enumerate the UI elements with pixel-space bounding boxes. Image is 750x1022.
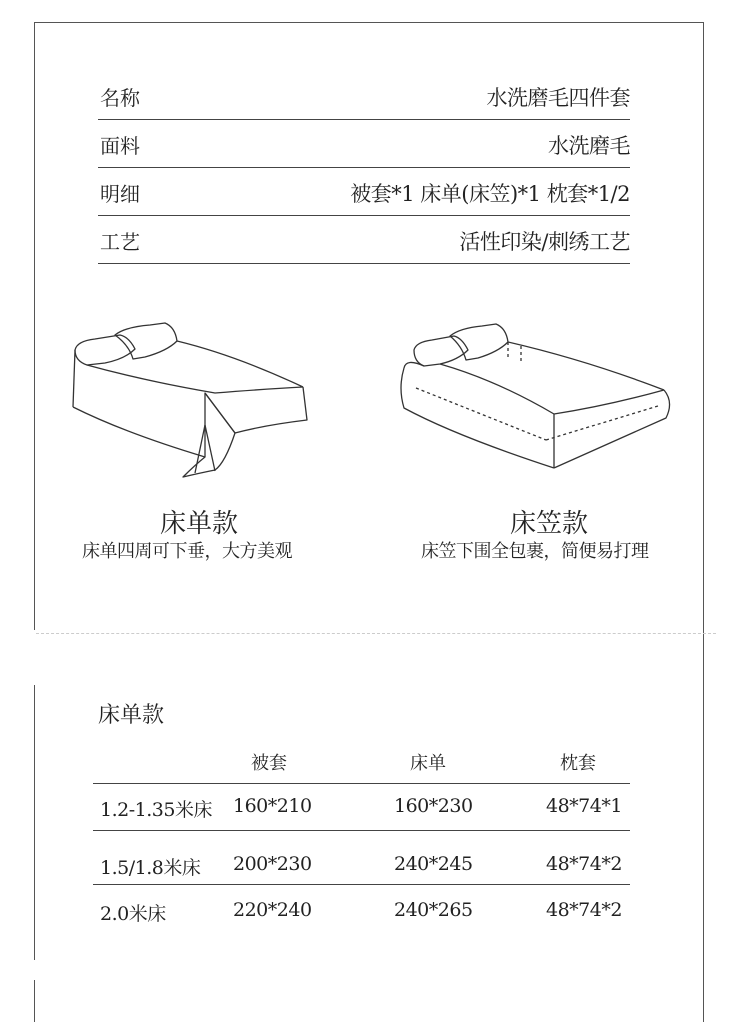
spec-label: 名称 (100, 86, 140, 110)
table-cell-bed: 1.5/1.8米床 (100, 857, 201, 879)
frame-gap (33, 960, 37, 980)
column-header-pillow: 枕套 (560, 753, 596, 774)
spec-label: 明细 (100, 182, 140, 206)
style-desc-fitted: 床笠下围全包裹，简便易打理 (421, 541, 649, 562)
spec-label: 工艺 (100, 230, 140, 254)
table-cell-duvet: 160*210 (233, 795, 312, 817)
spec-value: 水洗磨毛 (548, 134, 630, 158)
section-divider (36, 633, 716, 634)
spec-value: 被套*1 床单(床笠)*1 枕套*1/2 (350, 182, 630, 206)
size-table-title: 床单款 (98, 703, 165, 728)
style-title-flat: 床单款 (160, 509, 239, 539)
spec-label: 面料 (100, 134, 140, 158)
spec-value: 水洗磨毛四件套 (486, 86, 630, 110)
table-cell-pillow: 48*74*1 (546, 795, 622, 817)
spec-row-detail (98, 168, 630, 216)
table-cell-pillow: 48*74*2 (546, 899, 622, 921)
table-cell-duvet: 220*240 (233, 899, 312, 921)
column-header-duvet: 被套 (251, 753, 287, 774)
table-cell-pillow: 48*74*2 (546, 853, 622, 875)
table-cell-bed: 2.0米床 (100, 903, 166, 925)
table-cell-bed: 1.2-1.35米床 (100, 799, 212, 821)
spec-row-fabric (98, 120, 630, 168)
table-divider (93, 783, 630, 784)
column-header-sheet: 床单 (410, 753, 446, 774)
table-cell-sheet: 240*245 (394, 853, 473, 875)
table-cell-duvet: 200*230 (233, 853, 312, 875)
frame-gap (33, 630, 37, 685)
style-desc-flat: 床单四周可下垂，大方美观 (82, 541, 292, 562)
spec-row-craft (98, 216, 630, 264)
table-divider (93, 884, 630, 885)
fitted-sheet-bed-icon (396, 318, 676, 473)
flat-sheet-bed-icon (65, 315, 315, 485)
style-title-fitted: 床笠款 (510, 509, 589, 539)
table-divider (93, 830, 630, 831)
table-cell-sheet: 160*230 (394, 795, 473, 817)
spec-row-name (98, 72, 630, 120)
spec-value: 活性印染/刺绣工艺 (459, 230, 630, 254)
table-cell-sheet: 240*265 (394, 899, 473, 921)
